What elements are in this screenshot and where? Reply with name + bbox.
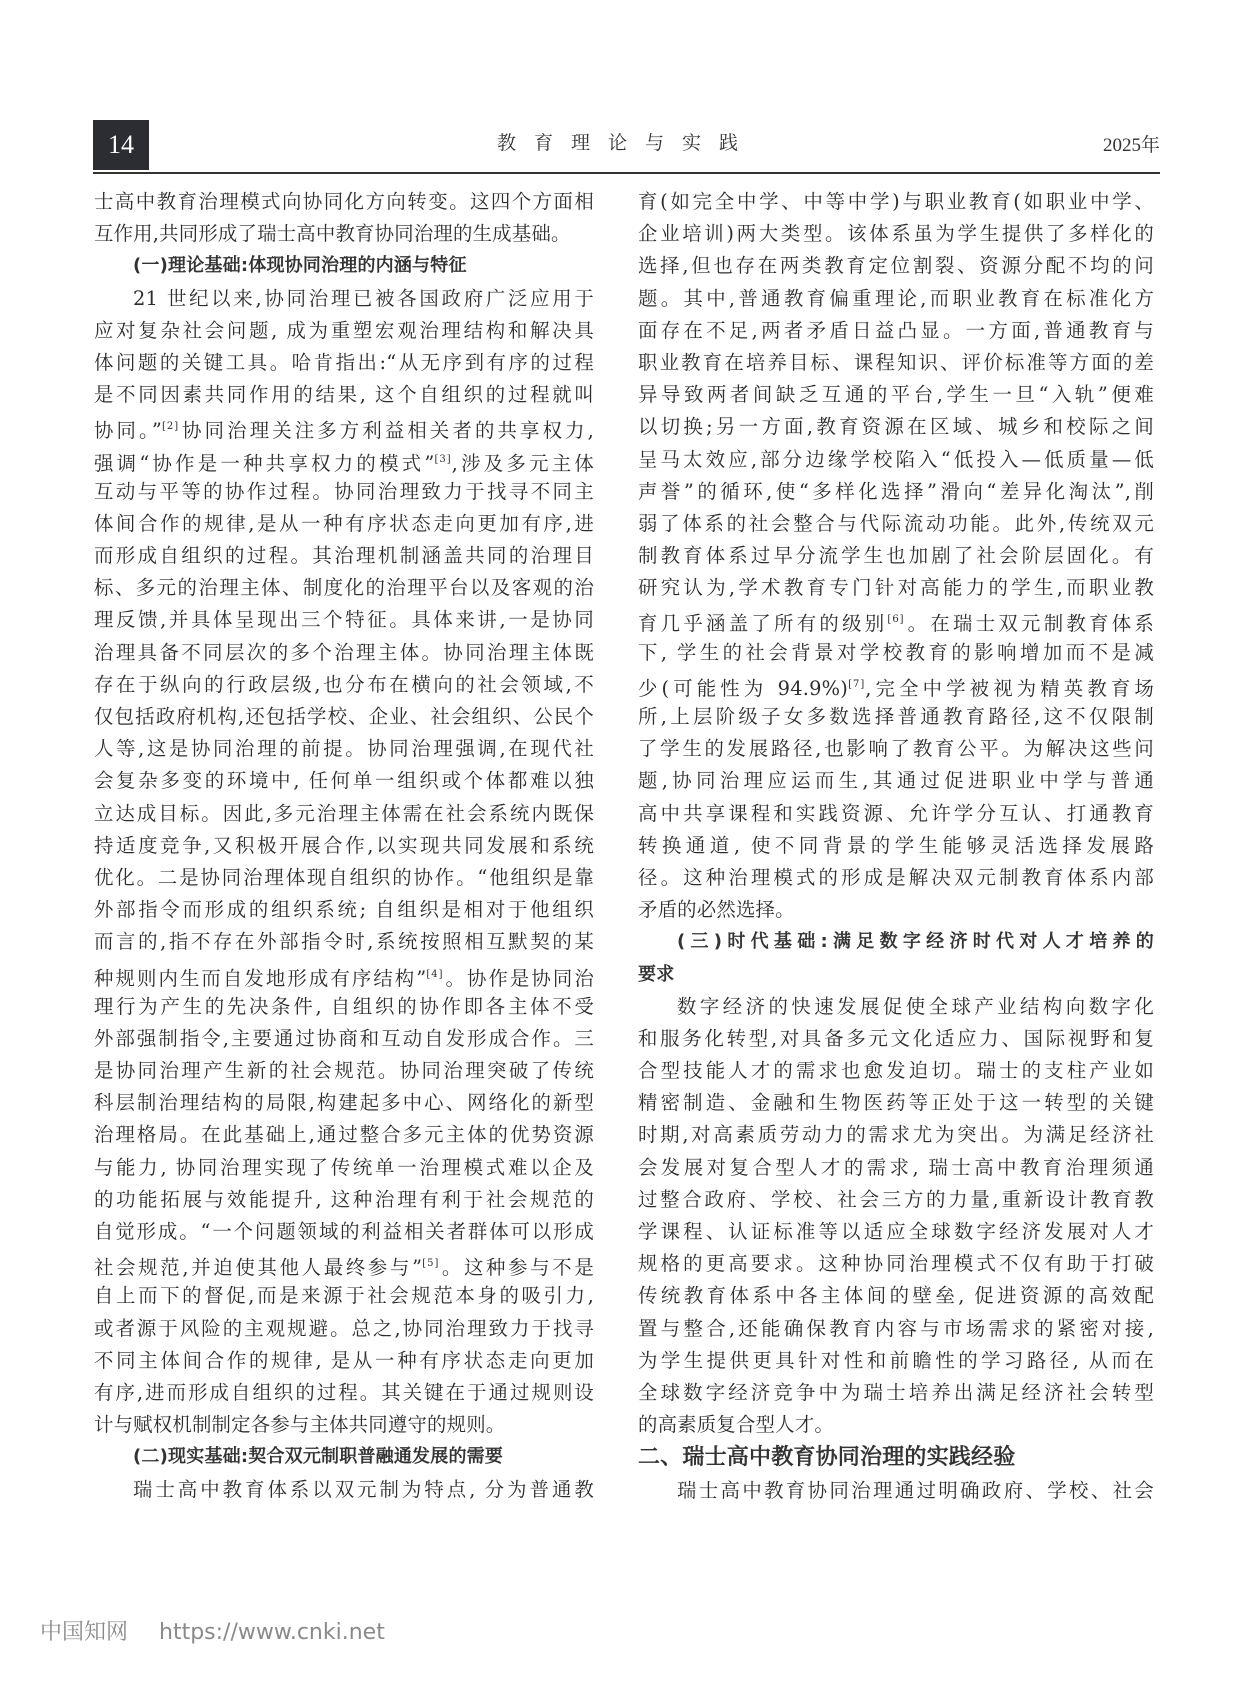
body-text-line	[638, 347, 1154, 379]
body-text-line	[94, 1248, 594, 1280]
body-text-line	[638, 1409, 1154, 1441]
line-text: 下, 学生的社会背景对学校教育的影响增加而不是减	[638, 640, 1154, 664]
body-text-line	[94, 444, 594, 476]
body-text-line	[638, 1119, 1154, 1151]
line-text: 不同主体间合作的规律, 是从一种有序状态走向更加	[94, 1348, 594, 1372]
body-text-line	[94, 701, 594, 733]
line-text: 合型技能人才的需求也愈发迫切。瑞士的支柱产业如	[638, 1059, 1154, 1083]
body-text-line	[638, 186, 1154, 218]
line-text: 少(可能性为 94.9%)	[638, 676, 849, 700]
line-text: 径。这种治理模式的形成是解决双元制教育体系内部	[638, 865, 1154, 889]
citation-reference[interactable]: [6]	[887, 614, 905, 626]
body-text-line	[638, 862, 1154, 894]
subsection-heading-continued	[638, 959, 1154, 991]
body-text-line	[94, 1023, 594, 1055]
body-text-line	[638, 218, 1154, 250]
line-text: 体问题的关键工具。哈肯指出:“从无序到有序的过程	[94, 350, 594, 374]
line-text: 规格的更高要求。这种协同治理模式不仅有助于打破	[638, 1252, 1154, 1276]
line-text: 面存在不足,两者矛盾日益凸显。一方面,普通教育与	[638, 318, 1154, 342]
subsection-heading	[94, 250, 594, 282]
line-text: 互作用,共同形成了瑞士高中教育协同治理的生成基础。	[94, 222, 571, 246]
line-text: 外部强制指令,主要通过协商和互动自发形成合作。三	[94, 1026, 594, 1050]
line-text: 士高中教育治理模式向协同化方向转变。这四个方面相	[94, 190, 594, 213]
line-text-after-citation: 协同治理关注多方利益相关者的共享权力,	[179, 419, 594, 443]
body-text-line	[638, 733, 1154, 765]
body-text-line	[638, 637, 1154, 669]
line-text: 题,协同治理应运而生,其通过促进职业中学与普通	[638, 769, 1154, 793]
watermark-footer	[40, 1615, 385, 1646]
line-text: 体间合作的规律,是从一种有序状态走向更加有序,进	[94, 511, 594, 535]
body-text-line	[94, 1313, 594, 1345]
line-text-after-citation: 。在瑞士双元制教育体系	[904, 612, 1155, 636]
body-text-line	[638, 1152, 1154, 1184]
line-text: 理反馈,并具体呈现出三个特征。具体来讲,一是协同	[94, 608, 594, 632]
publication-year: 2025年	[1102, 135, 1160, 156]
line-text: 会发展对复合型人才的需求, 瑞士高中教育治理须通	[638, 1155, 1154, 1179]
line-text: 要求	[638, 963, 675, 985]
line-text-after-citation: 。这种参与不是	[439, 1256, 594, 1280]
line-text: 外部指令而形成的组织系统; 自组织是相对于他组织	[94, 898, 594, 922]
line-text: 计与赋权机制制定各参与主体共同遵守的规则。	[94, 1413, 506, 1437]
citation-reference[interactable]: [5]	[422, 1258, 440, 1270]
body-text-line	[638, 765, 1154, 797]
body-text-line	[94, 1280, 594, 1312]
left-text-column	[94, 186, 594, 1506]
body-text-line	[94, 1087, 594, 1119]
line-text: 标、多元的治理主体、制度化的治理平台以及客观的治	[94, 576, 594, 600]
body-text-line	[638, 1475, 1154, 1507]
body-text-line	[94, 540, 594, 572]
body-text-line	[94, 476, 594, 508]
body-text-line	[638, 476, 1154, 508]
body-text-line	[94, 1345, 594, 1377]
body-text-line	[638, 379, 1154, 411]
line-text: 是协同治理产生新的社会规范。协同治理突破了传统	[94, 1059, 594, 1083]
body-text-line	[638, 1184, 1154, 1216]
body-text-line	[638, 991, 1154, 1023]
line-text: 种规则内生而自发地形成有序结构”	[94, 966, 427, 990]
body-text-line	[94, 604, 594, 636]
line-text: 有序,进而形成自组织的过程。其关键在于通过规则设	[94, 1380, 594, 1404]
line-text: 治理格局。在此基础上,通过整合多元主体的优势资源	[94, 1123, 594, 1147]
body-text-line	[638, 1055, 1154, 1087]
line-text: 职业教育在培养目标、课程知识、评价标准等方面的差	[638, 350, 1154, 374]
line-text: 选择,但也存在两类教育定位割裂、资源分配不均的问	[638, 254, 1154, 278]
line-text: 而形成自组织的过程。其治理机制涵盖共同的治理目	[94, 544, 594, 568]
body-text-line	[94, 218, 594, 250]
line-text: 协同。”	[94, 419, 162, 443]
line-text: 仅包括政府机构,还包括学校、企业、社会组织、公民个	[94, 705, 594, 728]
line-text: 持适度竞争,又积极开展合作,以实现共同发展和系统	[94, 833, 594, 857]
line-text-after-citation: ,完全中学被视为精英教育场	[865, 676, 1155, 700]
body-text-line	[94, 991, 594, 1023]
body-text-line	[638, 315, 1154, 347]
line-text: (三)时代基础:满足数字经济时代对人才培养的	[677, 931, 1154, 953]
body-text-line	[638, 1313, 1154, 1345]
body-text-line	[638, 1377, 1154, 1409]
body-text-line	[638, 604, 1154, 636]
body-text-line	[94, 894, 594, 926]
body-text-line	[94, 798, 594, 830]
line-text: 育(如完全中学、中等中学)与职业教育(如职业中学、	[638, 190, 1154, 213]
line-text: 声誉”的循环,使“多样化选择”滑向“差异化淘汰”,削	[638, 479, 1154, 503]
body-text-line	[94, 508, 594, 540]
line-text: 研究认为,学术教育专门针对高能力的学生,而职业教	[638, 576, 1154, 600]
line-text: (二)现实基础:契合双元制职普融通发展的需要	[133, 1446, 504, 1468]
line-text: 与能力, 协同治理实现了传统单一治理模式难以企及	[94, 1155, 594, 1179]
body-text-line	[94, 1184, 594, 1216]
body-text-line	[94, 1152, 594, 1184]
line-text: 是不同因素共同作用的结果, 这个自组织的过程就叫	[94, 383, 594, 407]
body-text-line	[638, 1216, 1154, 1248]
body-text-line	[94, 926, 594, 958]
body-text-line	[638, 1248, 1154, 1280]
body-text-line	[638, 572, 1154, 604]
line-text: 为学生提供更具针对性和前瞻性的学习路径, 从而在	[638, 1348, 1154, 1372]
line-text: 瑞士高中教育协同治理通过明确政府、学校、社会	[677, 1479, 1154, 1503]
body-text-line	[94, 315, 594, 347]
line-text: 瑞士高中教育体系以双元制为特点, 分为普通教	[133, 1477, 594, 1501]
line-text: 置与整合,还能确保教育内容与市场需求的紧密对接,	[638, 1316, 1154, 1340]
line-text: 过整合政府、学校、社会三方的力量,重新设计教育教	[638, 1187, 1154, 1211]
line-text: 立达成目标。因此,多元治理主体需在社会系统内既保	[94, 801, 594, 825]
body-text-line	[94, 283, 594, 315]
citation-reference[interactable]: [4]	[426, 968, 444, 980]
line-text-after-citation: 。协作是协同治	[443, 966, 594, 990]
body-text-line	[638, 701, 1154, 733]
line-text: 自上而下的督促,而是来源于社会规范本身的吸引力,	[94, 1284, 594, 1308]
body-text-line	[94, 1409, 594, 1441]
body-text-line	[94, 347, 594, 379]
line-text: 而言的,指不存在外部指令时,系统按照相互默契的某	[94, 930, 594, 954]
line-text: 了学生的发展路径,也影响了教育公平。为解决这些问	[638, 737, 1154, 761]
line-text: (一)理论基础:体现协同治理的内涵与特征	[133, 255, 467, 277]
line-text: 矛盾的必然选择。	[638, 898, 795, 922]
right-text-column	[638, 186, 1154, 1508]
line-text: 二、瑞士高中教育协同治理的实践经验	[638, 1445, 1016, 1471]
running-header	[93, 120, 1160, 170]
body-text-line	[638, 540, 1154, 572]
line-text: 数字经济的快速发展促使全球产业结构向数字化	[677, 994, 1154, 1018]
line-text-after-citation: ,涉及多元主体	[451, 451, 594, 475]
line-text: 呈马太效应,部分边缘学校陷入“低投入—低质量—低	[638, 447, 1154, 471]
subsection-heading	[638, 926, 1154, 958]
line-text: 科层制治理结构的局限,构建起多中心、网络化的新型	[94, 1091, 594, 1115]
body-text-line	[94, 1474, 594, 1506]
page-number: 14	[93, 120, 149, 170]
line-text: 时期,对高素质劳动力的需求尤为突出。为满足经济社	[638, 1123, 1154, 1147]
body-text-line	[638, 1023, 1154, 1055]
line-text: 转换通道, 使不同背景的学生能够灵活选择发展路	[638, 833, 1154, 857]
line-text: 互动与平等的协作过程。协同治理致力于找寻不同主	[94, 479, 594, 503]
line-text: 题。其中,普通教育偏重理论,而职业教育在标准化方	[638, 286, 1154, 310]
citation-reference[interactable]: [3]	[434, 453, 452, 465]
body-text-line	[638, 444, 1154, 476]
line-text: 存在于纵向的行政层级,也分布在横向的社会领域,不	[94, 672, 594, 696]
body-text-line	[638, 1280, 1154, 1312]
body-text-line	[94, 862, 594, 894]
line-text: 传统教育体系中各主体间的壁垒, 促进资源的高效配	[638, 1284, 1154, 1308]
body-text-line	[638, 669, 1154, 701]
journal-title: 教育理论与实践	[496, 132, 756, 154]
line-text: 会复杂多变的环境中, 任何单一组织或个体都难以独	[94, 769, 594, 793]
line-text: 优化。二是协同治理体现自组织的协作。“他组织是靠	[94, 865, 594, 889]
body-text-line	[94, 411, 594, 443]
section-heading	[638, 1441, 1154, 1475]
body-text-line	[638, 283, 1154, 315]
line-text: 应对复杂社会问题, 成为重塑宏观治理结构和解决具	[94, 318, 594, 342]
body-text-line	[94, 669, 594, 701]
body-text-line	[638, 830, 1154, 862]
body-text-line	[94, 1119, 594, 1151]
line-text: 异导致两者间缺乏互通的平台,学生一旦“入轨”便难	[638, 383, 1154, 407]
body-text-line	[94, 1216, 594, 1248]
site-url[interactable]: https://www.cnki.net	[159, 1620, 385, 1645]
line-text: 高中共享课程和实践资源、允许学分互认、打通教育	[638, 801, 1154, 825]
body-text-line	[94, 765, 594, 797]
line-text: 社会规范,并迫使其他人最终参与”	[94, 1256, 423, 1280]
line-text: 弱了体系的社会整合与代际流动功能。此外,传统双元	[638, 511, 1154, 535]
line-text: 强调“协作是一种共享权力的模式”	[94, 451, 435, 475]
body-text-line	[94, 186, 594, 218]
body-text-line	[94, 959, 594, 991]
site-name: 中国知网	[40, 1620, 129, 1645]
line-text: 治理具备不同层次的多个治理主体。协同治理主体既	[94, 640, 594, 664]
line-text: 企业培训)两大类型。该体系虽为学生提供了多样化的	[638, 222, 1154, 246]
body-text-line	[94, 1377, 594, 1409]
citation-reference[interactable]: [2]	[162, 421, 180, 433]
body-text-line	[638, 1087, 1154, 1119]
line-text: 所,上层阶级子女多数选择普通教育路径,这不仅限制	[638, 705, 1154, 728]
body-text-line	[94, 379, 594, 411]
line-text: 和服务化转型,对具备多元文化适应力、国际视野和复	[638, 1026, 1154, 1050]
body-text-line	[638, 411, 1154, 443]
line-text: 学课程、认证标准等以适应全球数字经济发展对人才	[638, 1220, 1154, 1243]
body-text-line	[638, 1345, 1154, 1377]
body-text-line	[638, 894, 1154, 926]
body-text-line	[638, 798, 1154, 830]
line-text: 的功能拓展与效能提升, 这种治理有利于社会规范的	[94, 1187, 594, 1211]
subsection-heading	[94, 1441, 594, 1473]
body-text-line	[638, 250, 1154, 282]
body-text-line	[94, 733, 594, 765]
citation-reference[interactable]: [7]	[848, 678, 866, 690]
body-text-line	[94, 1055, 594, 1087]
line-text: 人等,这是协同治理的前提。协同治理强调,在现代社	[94, 737, 594, 761]
line-text: 21 世纪以来,协同治理已被各国政府广泛应用于	[133, 286, 594, 310]
header-divider	[93, 172, 1160, 174]
line-text: 理行为产生的先决条件, 自组织的协作即各主体不受	[94, 994, 594, 1018]
line-text: 精密制造、金融和生物医药等正处于这一转型的关键	[638, 1091, 1154, 1115]
body-text-line	[94, 572, 594, 604]
line-text: 育几乎涵盖了所有的级别	[638, 612, 888, 636]
line-text: 或者源于风险的主观规避。总之,协同治理致力于找寻	[94, 1316, 594, 1340]
line-text: 以切换;另一方面,教育资源在区域、城乡和校际之间	[638, 415, 1154, 439]
line-text: 制教育体系过早分流学生也加剧了社会阶层固化。有	[638, 544, 1154, 568]
line-text: 自觉形成。“一个问题领域的利益相关者群体可以形成	[94, 1220, 594, 1243]
line-text: 的高素质复合型人才。	[638, 1413, 834, 1437]
body-text-line	[94, 830, 594, 862]
body-text-line	[94, 637, 594, 669]
line-text: 全球数字经济竞争中为瑞士培养出满足经济社会转型	[638, 1380, 1154, 1404]
body-text-line	[638, 508, 1154, 540]
